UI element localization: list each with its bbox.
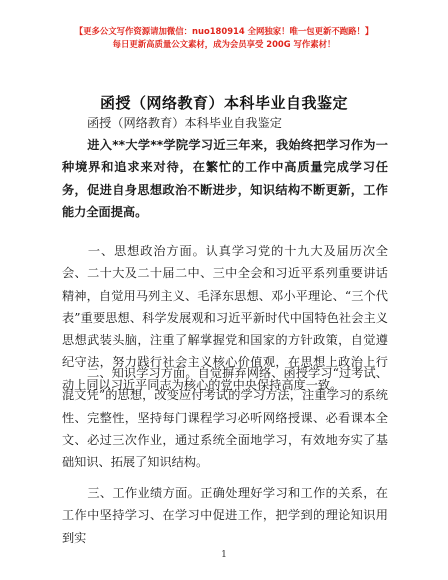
promo-banner-line-1: 【更多公文写作资源请加微信：nuo180914 全网独家！唯一包更新不跑路！】: [74, 26, 374, 36]
paragraph-work: [62, 482, 388, 549]
paragraph-political-text: 一、思想政治方面。认真学习党的十九大及届历次全会、二十大及二十届二中、三中全会和习近平系列重要讲话精神，自觉用马列主义、毛泽东思想、邓小平理论、“三个代表”重要思想、科学发展观和习近平新时代中国特色社会主义思想武装头脑，注重了解掌握党和国家的方针政策，自觉遵纪守法，努力践行社会主义核心价值观，在思想上政治上行动上同以习近平同志为核心的党中央保持高度一致。: [62, 244, 388, 392]
paragraph-intro: [62, 134, 388, 223]
page-number: 1: [221, 550, 227, 560]
paragraph-work-text: 三、工作业绩方面。正确处理好学习和工作的关系，在工作中坚持学习、在学习中促进工作，把学到的理论知识用到实: [62, 486, 388, 545]
promo-banner-line-2: 每日更新高质量公文素材，成为会员享受 200G 写作素材！: [112, 39, 336, 49]
document-title: 函授（网络教育）本科毕业自我鉴定: [99, 94, 348, 112]
paragraph-knowledge: [62, 362, 388, 473]
document-subtitle: 函授（网络教育）本科毕业自我鉴定: [87, 116, 282, 130]
paragraph-intro-text: 进入**大学**学院学习近三年来，我始终把学习作为一种境界和追求来对待，在繁忙的工作中高质量完成学习任务，促进自身思想政治不断进步，知识结构不断更新，工作能力全面提高。: [62, 138, 388, 219]
paragraph-knowledge-text: 二、知识学习方面。自觉摒弃网络、函授学习“过考试、混文凭”的思想，改变应付考试的学习方法，注重学习的系统性、完整性，坚持每门课程学习必听网络授课、必看课本全文、必过三次作业，通过系统全面地学习，有效地夯实了基础知识、拓展了知识结构。: [62, 366, 388, 470]
